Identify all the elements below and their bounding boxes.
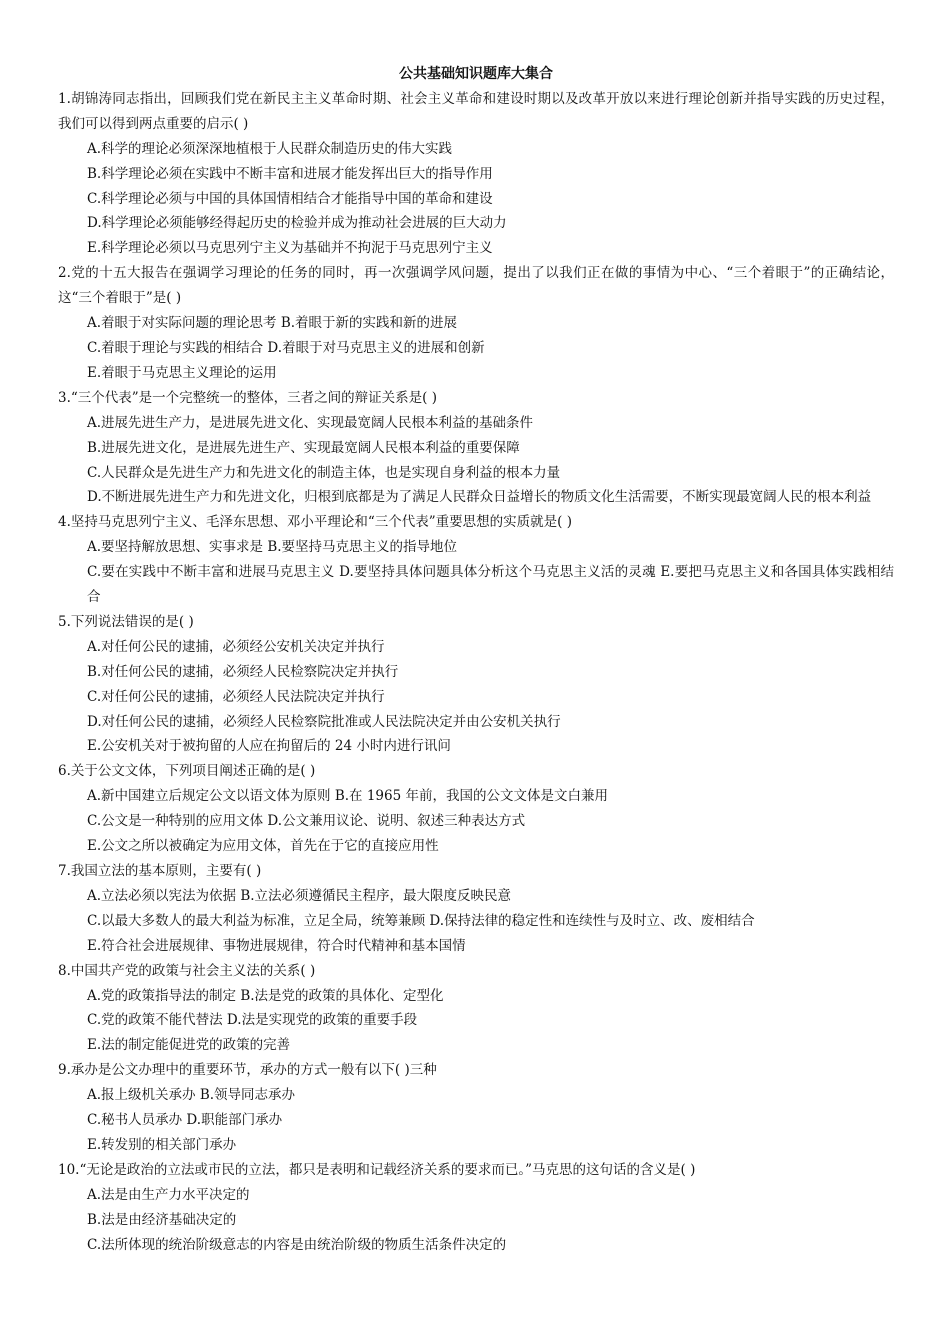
question-stem: 10.“无论是政治的立法或市民的立法，都只是表明和记载经济关系的要求而已。”马克思的这句话的含义是( ): [58, 1161, 696, 1178]
question-stem: 3.“三个代表”是一个完整统一的整体，三者之间的辩证关系是( ): [58, 389, 438, 406]
question-option: C.秘书人员承办 D.职能部门承办: [87, 1112, 283, 1129]
question-option: A.报上级机关承办 B.领导同志承办: [87, 1087, 296, 1104]
question-option: A.要坚持解放思想、实事求是 B.要坚持马克思主义的指导地位: [87, 539, 458, 556]
question-option: E.公安机关对于被拘留的人应在拘留后的 24 小时内进行讯问: [87, 738, 451, 755]
question-option: B.进展先进文化，是进展先进生产、实现最宽阔人民根本利益的重要保障: [87, 439, 520, 456]
question-option: A.着眼于对实际问题的理论思考 B.着眼于新的实践和新的进展: [87, 315, 458, 332]
question-option: A.法是由生产力水平决定的: [87, 1186, 250, 1203]
question-block: [58, 386, 894, 511]
question-option: A.进展先进生产力，是进展先进文化、实现最宽阔人民根本利益的基础条件: [87, 414, 534, 431]
question-option: C.人民群众是先进生产力和先进文化的制造主体，也是实现自身利益的根本力量: [87, 464, 561, 481]
question-option: C.着眼于理论与实践的相结合 D.着眼于对马克思主义的进展和创新: [87, 339, 485, 356]
question-block: [58, 859, 894, 959]
question-option: C.法所体现的统治阶级意志的内容是由统治阶级的物质生活条件决定的: [87, 1236, 507, 1253]
question-stem: 4.坚持马克思列宁主义、毛泽东思想、邓小平理论和“三个代表”重要思想的实质就是( ): [58, 514, 573, 531]
question-block: [58, 1058, 894, 1158]
question-stem: 7.我国立法的基本原则，主要有( ): [58, 863, 262, 879]
question-option: A.对任何公民的逮捕，必须经公安机关决定并执行: [87, 638, 385, 655]
question-block: [58, 759, 894, 859]
question-option: B.科学理论必须在实践中不断丰富和进展才能发挥出巨大的指导作用: [87, 165, 493, 182]
question-stem: 1.胡锦涛同志指出，回顾我们党在新民主主义革命时期、社会主义革命和建设时期以及改革开放以来进行理论创新并指导实践的历史过程，我们可以得到两点重要的启示( ): [58, 90, 894, 132]
question-option: C.要在实践中不断丰富和进展马克思主义 D.要坚持具体问题具体分析这个马克思主义活的灵魂 E.要把马克思主义和各国具体实践相结合: [87, 564, 894, 606]
question-option: A.立法必须以宪法为依据 B.立法必须遵循民主程序，最大限度反映民意: [87, 887, 512, 904]
question-block: [58, 610, 894, 759]
question-block: [58, 510, 894, 610]
question-block: [58, 261, 894, 386]
question-option: B.对任何公民的逮捕，必须经人民检察院决定并执行: [87, 663, 399, 680]
question-option: E.法的制定能促进党的政策的完善: [87, 1037, 291, 1054]
question-option: A.党的政策指导法的制定 B.法是党的政策的具体化、定型化: [87, 987, 444, 1004]
question-stem: 8.中国共产党的政策与社会主义法的关系( ): [58, 962, 316, 979]
question-stem: 9.承办是公文办理中的重要环节，承办的方式一般有以下( )三种: [58, 1062, 437, 1079]
question-option: C.公文是一种特别的应用文体 D.公文兼用议论、说明、叙述三种表达方式: [87, 813, 526, 830]
question-option: C.党的政策不能代替法 D.法是实现党的政策的重要手段: [87, 1012, 418, 1029]
question-option: E.符合社会进展规律、事物进展规律，符合时代精神和基本国情: [87, 937, 466, 954]
question-option: C.以最大多数人的最大利益为标准，立足全局，统筹兼顾 D.保持法律的稳定性和连续性与及时立、改、废相结合: [87, 912, 755, 929]
question-list: [58, 87, 894, 1258]
question-option: E.着眼于马克思主义理论的运用: [87, 364, 277, 381]
question-stem: 6.关于公文文体，下列项目阐述正确的是( ): [58, 763, 316, 780]
question-option: C.对任何公民的逮捕，必须经人民法院决定并执行: [87, 688, 385, 705]
question-option: B.法是由经济基础决定的: [87, 1211, 237, 1228]
question-option: E.科学理论必须以马克思列宁主义为基础并不拘泥于马克思列宁主义: [87, 240, 493, 257]
document-page: [58, 62, 894, 1258]
question-block: [58, 1158, 894, 1258]
question-option: E.转发别的相关部门承办: [87, 1136, 237, 1153]
question-option: A.科学的理论必须深深地植根于人民群众制造历史的伟大实践: [87, 140, 453, 157]
question-block: [58, 87, 894, 261]
question-option: E.公文之所以被确定为应用文体，首先在于它的直接应用性: [87, 838, 439, 855]
question-option: D.不断进展先进生产力和先进文化，归根到底都是为了满足人民群众日益增长的物质文化生活需要，不断实现最宽阔人民的根本利益: [87, 489, 872, 506]
question-option: D.科学理论必须能够经得起历史的检验并成为推动社会进展的巨大动力: [87, 215, 507, 232]
question-option: A.新中国建立后规定公文以语文体为原则 B.在 1965 年前，我国的公文文体是文白兼用: [87, 788, 608, 805]
question-stem: 5.下列说法错误的是( ): [58, 613, 194, 630]
question-block: [58, 959, 894, 1059]
question-option: C.科学理论必须与中国的具体国情相结合才能指导中国的革命和建设: [87, 190, 493, 207]
question-stem: 2.党的十五大报告在强调学习理论的任务的同时，再一次强调学风问题，提出了以我们正在做的事情为中心、“三个着眼于”的正确结论，这“三个着眼于”是( ): [58, 265, 894, 307]
document-title: 公共基础知识题库大集合: [399, 66, 553, 82]
question-option: D.对任何公民的逮捕，必须经人民检察院批准或人民法院决定并由公安机关执行: [87, 713, 561, 730]
